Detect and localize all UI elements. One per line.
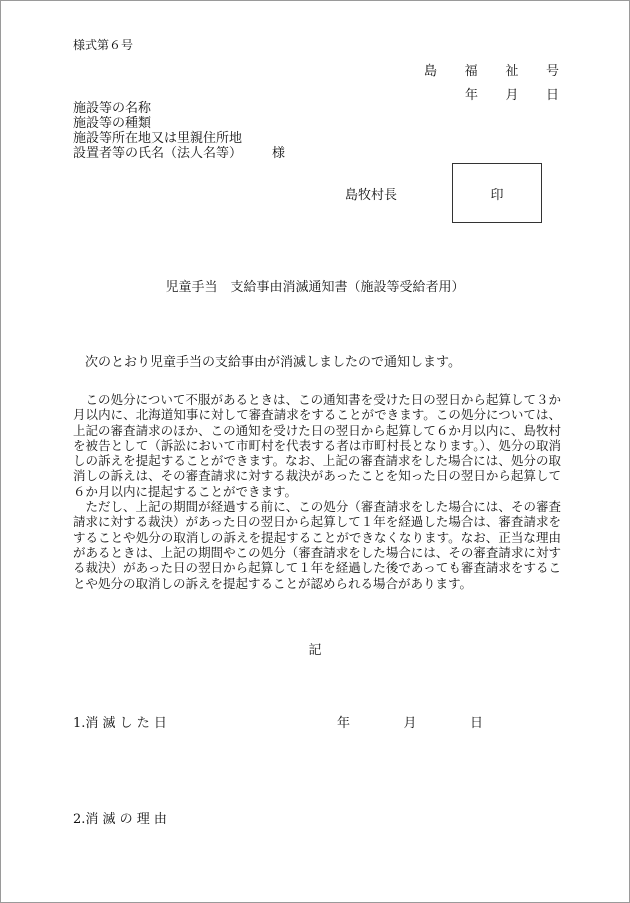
- issue-date: [465, 84, 559, 103]
- facility-address-label: 施設等所在地又は里親住所地: [73, 131, 243, 146]
- item-extinction-reason-label: 2.消 滅 の 理 由: [73, 812, 167, 827]
- founder-name-label: 設置者等の氏名（法人名等）: [73, 146, 243, 161]
- day-char: 日: [469, 716, 483, 731]
- issue-char: 島: [424, 64, 438, 79]
- issue-char: 号: [545, 64, 559, 79]
- issue-char: 福: [464, 64, 478, 79]
- ki-heading: 記: [308, 643, 322, 658]
- appeal-notice: [73, 392, 561, 591]
- form-number: 様式第６号: [73, 38, 134, 52]
- lead-sentence: 次のとおり児童手当の支給事由が消滅しましたので通知します。: [85, 355, 461, 370]
- appeal-paragraph-1: この処分について不服があるときは、この通知書を受けた日の翌日から起算して３か月以内に、北海道知事に対して審査請求をすることができます。この処分については、上記の審査請求のほか、この通知を受けた日の翌日から起算して６か月以内に、島牧村を被告として（訴訟において市町村を代表する者は市町村長となります。）、処分の取消しの訴えを提起することができます。なお、上記の審査請求をした場合には、処分の取消しの訴えは、その審査請求に対する裁決があったことを知った日の翌日から起算して６か月以内に提起することができます。: [73, 392, 561, 499]
- appeal-paragraph-2: ただし、上記の期間が経過する前に、この処分（審査請求をした場合には、その審査請求に対する裁決）があった日の翌日から起算して１年を経過した場合は、審査請求をすることや処分の取消しの訴えを提起することができなくなります。なお、正当な理由があるときは、上記の期間やこの処分（審査請求をした場合には、その審査請求に対する裁決）があった日の翌日から起算して１年を経過した後であっても審査請求をすることや処分の取消しの訴えを提起することが認められる場合があります。: [73, 499, 561, 591]
- item-extinction-date-fields: [337, 712, 483, 731]
- date-char: 日: [545, 88, 559, 103]
- item-extinction-date-label: 1.消 滅 し た 日: [73, 716, 167, 731]
- recipient-block: [73, 101, 285, 161]
- issue-number: [424, 60, 559, 79]
- issue-char: 祉: [505, 64, 519, 79]
- month-char: 月: [403, 716, 417, 731]
- facility-name-label: 施設等の名称: [73, 101, 152, 116]
- document-title: 児童手当 支給事由消滅通知書（施設等受給者用）: [165, 280, 465, 295]
- mayor-title: 島牧村長: [345, 188, 398, 203]
- year-char: 年: [337, 716, 351, 731]
- seal-label: 印: [490, 187, 504, 203]
- seal-box: [452, 163, 542, 223]
- facility-type-label: 施設等の種類: [73, 116, 152, 131]
- date-char: 月: [505, 88, 519, 103]
- honorific: 様: [272, 146, 286, 161]
- date-char: 年: [465, 88, 479, 103]
